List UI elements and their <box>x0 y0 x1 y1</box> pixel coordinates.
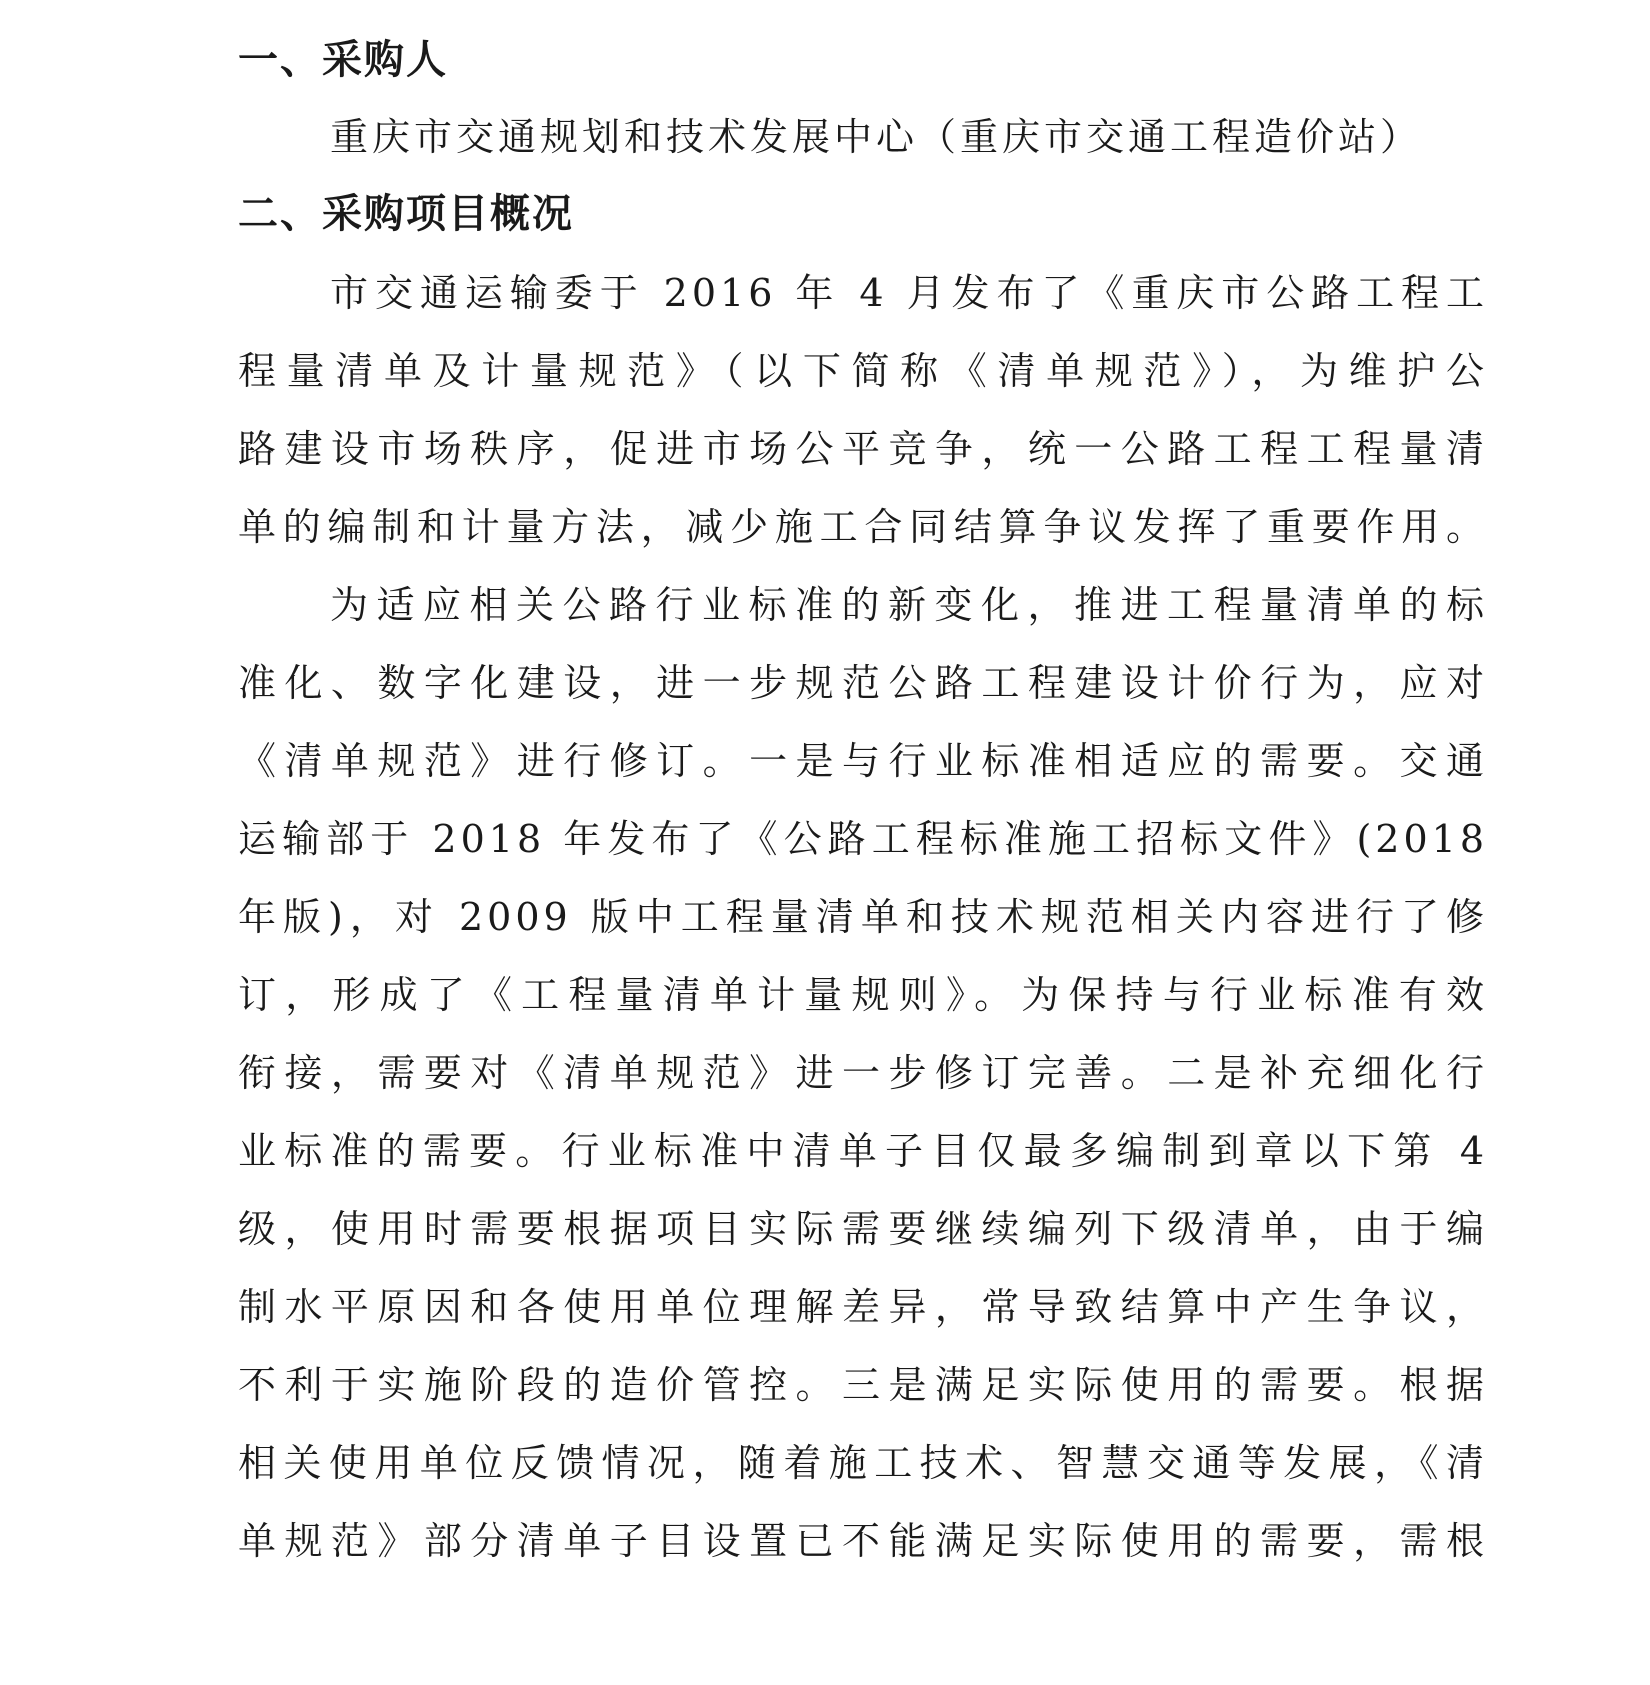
paragraph-line: 衔接，需要对《清单规范》进一步修订完善。二是补充细化行 <box>238 1051 1488 1095</box>
paragraph-line: 订，形成了《工程量清单计量规则》。为保持与行业标准有效 <box>238 973 1488 1017</box>
paragraph-line: 单的编制和计量方法，减少施工合同结算争议发挥了重要作用。 <box>238 505 1488 549</box>
paragraph-line: 级，使用时需要根据项目实际需要继续编列下级清单，由于编 <box>238 1207 1488 1251</box>
paragraph-line: 不利于实施阶段的造价管控。三是满足实际使用的需要。根据 <box>238 1363 1488 1407</box>
purchaser-name: 重庆市交通规划和技术发展中心（重庆市交通工程造价站） <box>330 115 1423 159</box>
paragraph-line: 为适应相关公路行业标准的新变化，推进工程量清单的标 <box>330 583 1488 627</box>
paragraph-line: 业标准的需要。行业标准中清单子目仅最多编制到章以下第 4 <box>238 1129 1488 1173</box>
section-heading-purchaser: 一、采购人 <box>238 37 448 83</box>
paragraph-line: 程量清单及计量规范》（以下简称《清单规范》），为维护公 <box>238 349 1488 393</box>
paragraph-line: 年版)，对 2009 版中工程量清单和技术规范相关内容进行了修 <box>238 895 1488 939</box>
paragraph-line: 路建设市场秩序，促进市场公平竞争，统一公路工程工程量清 <box>238 427 1488 471</box>
paragraph-line: 市交通运输委于 2016 年 4 月发布了《重庆市公路工程工 <box>330 271 1488 315</box>
paragraph-line: 《清单规范》进行修订。一是与行业标准相适应的需要。交通 <box>238 739 1488 783</box>
paragraph-line: 运输部于 2018 年发布了《公路工程标准施工招标文件》(2018 <box>238 817 1488 861</box>
paragraph-line: 单规范》部分清单子目设置已不能满足实际使用的需要，需根 <box>238 1519 1488 1563</box>
paragraph-line: 制水平原因和各使用单位理解差异，常导致结算中产生争议， <box>238 1285 1488 1329</box>
section-heading-project-overview: 二、采购项目概况 <box>238 191 574 237</box>
paragraph-line: 相关使用单位反馈情况，随着施工技术、智慧交通等发展，《清 <box>238 1441 1488 1485</box>
paragraph-line: 准化、数字化建设，进一步规范公路工程建设计价行为，应对 <box>238 661 1488 705</box>
